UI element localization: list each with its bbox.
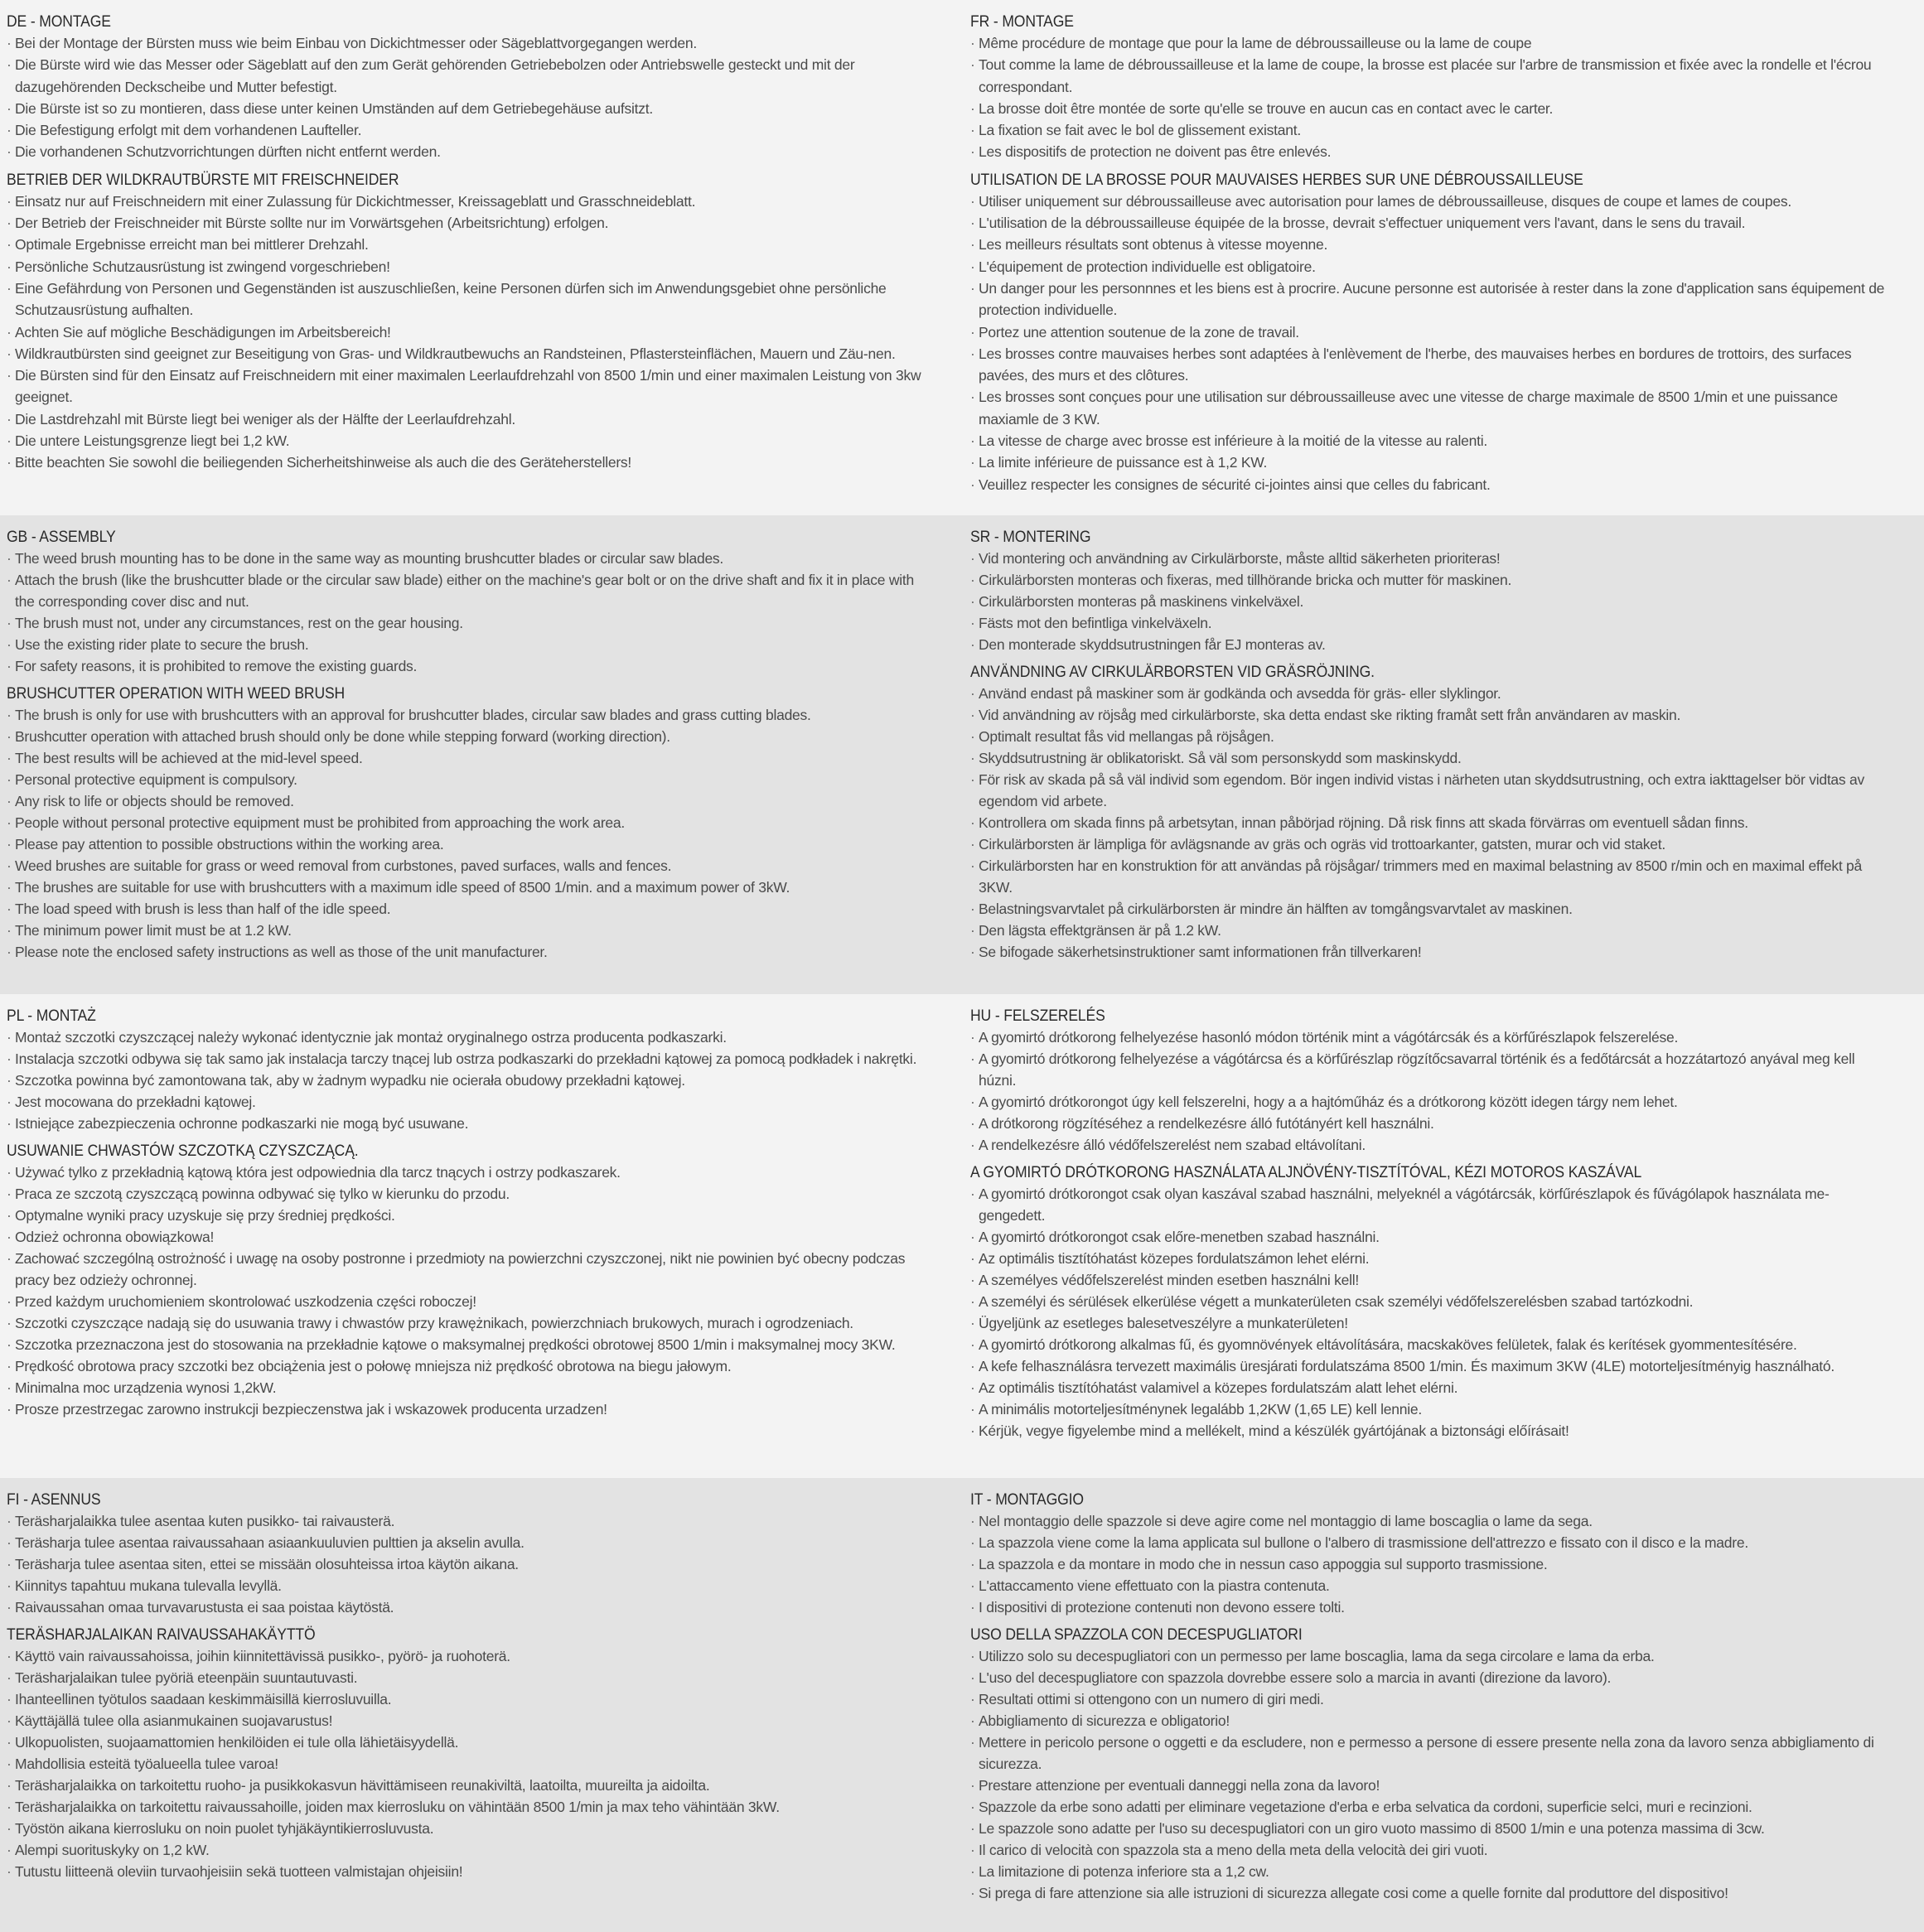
list-item: · Die vorhandenen Schutzvorrichtungen dürften nicht entfernt werden. <box>7 141 929 162</box>
list-item: · La brosse doit être montée de sorte qu'elle se trouve en aucun cas en contact avec le carter. <box>970 98 1886 119</box>
list-item: · Persönliche Schutzausrüstung ist zwingend vorgeschrieben! <box>7 256 929 278</box>
list-item: · La vitesse de charge avec brosse est inférieure à la moitié de la vitesse au ralenti. <box>970 430 1886 452</box>
list-item: · Attach the brush (like the brushcutter blade or the circular saw blade) either on the machine's gear bolt or on the drive shaft and fix it in place with the corresponding cover disc and nut. <box>7 569 929 612</box>
list-item: · Die Bürste ist so zu montieren, dass diese unter keinen Umständen auf dem Getriebegehäuse aufsitzt. <box>7 98 929 119</box>
list-item: · Alempi suorituskyky on 1,2 kW. <box>7 1839 929 1861</box>
list-item: · Teräsharjalaikka on tarkoitettu raivaussahoille, joiden max kierrosluku on vähintään 8500 1/min ja max teho vähintään 3kW. <box>7 1796 929 1818</box>
list-item: · Odzież ochronna obowiązkowa! <box>7 1226 929 1248</box>
list-item: · Cirkulärborsten monteras och fixeras, med tillhörande bricka och mutter för maskinen. <box>970 569 1886 591</box>
list-item: · A gyomirtó drótkorong felhelyezése a vágótárcsa és a körfűrészlap rögzítőcsavarral történik és a fedőtárcsát a hozzátartozó anyával meg kell húzni. <box>970 1048 1886 1091</box>
list-item: · Käyttäjällä tulee olla asianmukainen suojavarustus! <box>7 1710 929 1732</box>
list-item: · Instalacja szczotki odbywa się tak samo jak instalacja tarczy tnącej lub ostrza podkaszarki do przekładni kątowej za pomocą podkładek i nakrętki. <box>7 1048 929 1070</box>
section-subtitle: BETRIEB DER WILDKRAUTBÜRSTE MIT FREISCHNEIDER <box>7 170 399 189</box>
section-subtitle: ANVÄNDNING AV CIRKULÄRBORSTEN VID GRÄSRÖJNING. <box>970 663 1375 681</box>
list-item: · Prestare attenzione per eventuali danneggi nella zona da lavoro! <box>970 1775 1886 1796</box>
list-item: · Den monterade skyddsutrustningen får EJ monteras av. <box>970 634 1886 655</box>
section-title: GB - ASSEMBLY <box>7 528 116 546</box>
list-item: · The best results will be achieved at the mid-level speed. <box>7 747 929 769</box>
subitem-list <box>970 1645 1886 1904</box>
section-fr <box>962 0 1924 515</box>
list-item: · La limite inférieure de puissance est à 1,2 KW. <box>970 452 1886 473</box>
list-item: · A minimális motorteljesítménynek legalább 1,2KW (1,65 LE) kell lennie. <box>970 1398 1886 1420</box>
list-item: · Spazzole da erbe sono adatti per eliminare vegetazione d'erba e erba selvatica da cordoni, superficie selci, muri e recinzioni. <box>970 1796 1886 1818</box>
list-item: · L'uso del decespugliatore con spazzola dovrebbe essere solo a marcia in avanti (direzione da lavoro). <box>970 1667 1886 1688</box>
list-item: · Die Lastdrehzahl mit Bürste liegt bei weniger als der Hälfte der Leerlaufdrehzahl. <box>7 408 929 430</box>
list-item: · A személyes védőfelszerelést minden esetben használni kell! <box>970 1269 1886 1291</box>
section-fi <box>0 1478 962 1932</box>
list-item: · Belastningsvarvtalet på cirkulärborsten är mindre än hälften av tomgångsvarvtalet av maskinen. <box>970 898 1886 920</box>
item-list <box>7 1510 929 1618</box>
list-item: · Käyttö vain raivaussahoissa, joihin kiinnitettävissä pusikko-, pyörö- ja ruohoterä. <box>7 1645 929 1667</box>
list-item: · Any risk to life or objects should be removed. <box>7 790 929 812</box>
list-item: · Cirkulärborsten har en konstruktion för att användas på röjsågar/ trimmers med en maximal belastning av 8500 r/min och en maximal effekt på 3KW. <box>970 855 1886 898</box>
list-item: · A drótkorong rögzítéséhez a rendelkezésre álló futótányért kell használni. <box>970 1113 1886 1134</box>
section-subtitle: USUWANIE CHWASTÓW SZCZOTKĄ CZYSZCZĄCĄ. <box>7 1142 359 1160</box>
list-item: · A gyomirtó drótkorongot csak olyan kaszával szabad használni, melyeknél a vágótárcsák, körfűrészlapok és fűvágólapok használata me-gengedett. <box>970 1183 1886 1226</box>
section-title: FI - ASENNUS <box>7 1490 101 1509</box>
list-item: · Az optimális tisztítóhatást valamivel a közepes fordulatszám alatt lehet elérni. <box>970 1377 1886 1398</box>
list-item: · Please note the enclosed safety instructions as well as those of the unit manufacturer. <box>7 941 929 963</box>
list-item: · La spazzola e da montare in modo che in nessun caso appoggia sul supporto trasmissione. <box>970 1553 1886 1575</box>
list-item: · Minimalna moc urządzenia wynosi 1,2kW. <box>7 1377 929 1398</box>
list-item: · Les meilleurs résultats sont obtenus à vitesse moyenne. <box>970 234 1886 255</box>
subitem-list <box>970 1183 1886 1442</box>
section-de <box>0 0 962 515</box>
list-item: · Prosze przestrzegac zarowno instrukcji bezpieczenstwa jak i wskazowek producenta urzadzen! <box>7 1398 929 1420</box>
section-it <box>962 1478 1924 1932</box>
item-list <box>7 548 929 677</box>
list-item: · Jest mocowana do przekładni kątowej. <box>7 1091 929 1113</box>
list-item: · Personal protective equipment is compulsory. <box>7 769 929 790</box>
item-list <box>7 32 929 163</box>
list-item: · The brushes are suitable for use with brushcutters with a maximum idle speed of 8500 1/min. and a maximum power of 3kW. <box>7 877 929 898</box>
section-gb <box>0 515 962 994</box>
list-item: · La limitazione di potenza inferiore sta a 1,2 cw. <box>970 1861 1886 1882</box>
section-title: PL - MONTAŻ <box>7 1007 96 1025</box>
list-item: · The weed brush mounting has to be done in the same way as mounting brushcutter blades or circular saw blades. <box>7 548 929 569</box>
list-item: · Den lägsta effektgränsen är på 1.2 kW. <box>970 920 1886 941</box>
list-item: · Raivaussahan omaa turvavarustusta ei saa poistaa käytöstä. <box>7 1596 929 1618</box>
list-item: · Les brosses contre mauvaises herbes sont adaptées à l'enlèvement de l'herbe, des mauvaises herbes en bordures de trottoirs, des surfaces pavées, des murs et des clôtures. <box>970 343 1886 387</box>
list-item: · Les dispositifs de protection ne doivent pas être enlevés. <box>970 141 1886 162</box>
list-item: · Se bifogade säkerhetsinstruktioner samt informationen från tillverkaren! <box>970 941 1886 963</box>
item-list <box>970 32 1886 163</box>
list-item: · Bei der Montage der Bürsten muss wie beim Einbau von Dickichtmesser oder Sägeblattvorgegangen werden. <box>7 32 929 54</box>
list-item: · Praca ze szczotą czyszczącą powinna odbywać się tylko w kierunku do przodu. <box>7 1183 929 1205</box>
list-item: · Szczotka powinna być zamontowana tak, aby w żadnym wypadku nie ocierała obudowy przekładni kątowej. <box>7 1070 929 1091</box>
section-subtitle: TERÄSHARJALAIKAN RAIVAUSSAHAKÄYTTÖ <box>7 1625 316 1644</box>
list-item: · Teräsharja tulee asentaa raivaussahaan asiaankuuluvien pulttien ja akselin avulla. <box>7 1532 929 1553</box>
list-item: · Ihanteellinen työtulos saadaan keskimmäisillä kierrosluvuilla. <box>7 1688 929 1710</box>
list-item: · Portez une attention soutenue de la zone de travail. <box>970 321 1886 343</box>
list-item: · Eine Gefährdung von Personen und Gegenständen ist auszuschließen, keine Personen dürfen sich im Anwendungsgebiet ohne persönliche Schutzausrüstung aufhalten. <box>7 278 929 321</box>
list-item: · Teräsharja tulee asentaa siten, ettei se missään olosuhteissa irtoa käytön aikana. <box>7 1553 929 1575</box>
list-item: · L'attaccamento viene effettuato con la piastra contenuta. <box>970 1575 1886 1596</box>
subitem-list <box>7 1645 929 1882</box>
section-pl <box>0 994 962 1478</box>
list-item: · Utiliser uniquement sur débroussailleuse avec autorisation pour lames de débroussailleuse, disques de coupe et lames de coupes. <box>970 191 1886 212</box>
list-item: · Die untere Leistungsgrenze liegt bei 1,2 kW. <box>7 430 929 452</box>
list-item: · Brushcutter operation with attached brush should only be done while stepping forward (working direction). <box>7 726 929 747</box>
list-item: · Teräsharjalaikan tulee pyöriä eteenpäin suuntautuvasti. <box>7 1667 929 1688</box>
section-title: FR - MONTAGE <box>970 12 1074 31</box>
list-item: · Abbigliamento di sicurezza e obligatorio! <box>970 1710 1886 1732</box>
list-item: · Szczotki czyszczące nadają się do usuwania trawy i chwastów przy krawężnikach, powierzchniach brukowych, murach i ogrodzeniach. <box>7 1312 929 1334</box>
subitem-list <box>7 704 929 963</box>
section-hu <box>962 994 1924 1478</box>
section-title: IT - MONTAGGIO <box>970 1490 1084 1509</box>
list-item: · A gyomirtó drótkorong felhelyezése hasonló módon történik mint a vágótárcsák és a körfűrészlapok felszerelése. <box>970 1026 1886 1048</box>
list-item: · Un danger pour les personnnes et les biens est à procrire. Aucune personne est autorisée à rester dans la zone d'application sans équipement de protection individuelle. <box>970 278 1886 321</box>
list-item: · Prędkość obrotowa pracy szczotki bez obciążenia jest o połowę mniejsza niż prędkość obrotowa na biegu jałowym. <box>7 1355 929 1377</box>
item-list <box>970 1510 1886 1618</box>
list-item: · Weed brushes are suitable for grass or weed removal from curbstones, paved surfaces, walls and fences. <box>7 855 929 877</box>
list-item: · Przed każdym uruchomieniem skontrolować uszkodzenia części roboczej! <box>7 1291 929 1312</box>
list-item: · A rendelkezésre álló védőfelszerelést nem szabad eltávolítani. <box>970 1134 1886 1156</box>
subitem-list <box>970 191 1886 495</box>
list-item: · Die Bürste wird wie das Messer oder Sägeblatt auf den zum Gerät gehörenden Getriebebolzen oder Antriebswelle gesteckt und mit der dazugehörenden Deckscheibe und Mutter befestigt. <box>7 54 929 98</box>
section-subtitle: BRUSHCUTTER OPERATION WITH WEED BRUSH <box>7 684 346 703</box>
list-item: · Szczotka przeznaczona jest do stosowania na przekładnie kątowe o maksymalnej prędkości obrotowej 8500 1/min i maksymalnej mocy 3KW. <box>7 1334 929 1355</box>
section-sr <box>962 515 1924 994</box>
list-item: · Optymalne wyniki pracy uzyskuje się przy średniej prędkości. <box>7 1205 929 1226</box>
list-item: · Fästs mot den befintliga vinkelväxeln. <box>970 612 1886 634</box>
section-subtitle: UTILISATION DE LA BROSSE POUR MAUVAISES HERBES SUR UNE DÉBROUSSAILLEUSE <box>970 170 1583 189</box>
list-item: · Cirkulärborsten monteras på maskinens vinkelväxel. <box>970 591 1886 612</box>
list-item: · A gyomirtó drótkorongot úgy kell felszerelni, hogy a a hajtóműház és a drótkorong között idegen tárgy nem lehet. <box>970 1091 1886 1113</box>
list-item: · Kiinnitys tapahtuu mukana tulevalla levyllä. <box>7 1575 929 1596</box>
list-item: · Einsatz nur auf Freischneidern mit einer Zulassung für Dickichtmesser, Kreissageblatt und Grasschneideblatt. <box>7 191 929 212</box>
list-item: · Die Bürsten sind für den Einsatz auf Freischneidern mit einer maximalen Leerlaufdrehzahl von 8500 1/min und einer maximalen Leistung von 3kw geeignet. <box>7 365 929 408</box>
list-item: · People without personal protective equipment must be prohibited from approaching the work area. <box>7 812 929 833</box>
section-subtitle: USO DELLA SPAZZOLA CON DECESPUGLIATORI <box>970 1625 1303 1644</box>
list-item: · A személyi és sérülések elkerülése végett a munkaterületen csak személyi védőfelszerelésben szabad tartózkodni. <box>970 1291 1886 1312</box>
list-item: · For safety reasons, it is prohibited to remove the existing guards. <box>7 655 929 677</box>
list-item: · Tutustu liitteenä oleviin turvaohjeisiin sekä tuotteen valmistajan ohjeisiin! <box>7 1861 929 1882</box>
list-item: · Der Betrieb der Freischneider mit Bürste sollte nur im Vorwärtsgehen (Arbeitsrichtung) erfolgen. <box>7 212 929 234</box>
list-item: · Zachować szczególną ostrożność i uwagę na osoby postronne i przedmioty na powierzchni czyszczonej, nikt nie powinien być obecny podczas pracy bez odzieży ochronnej. <box>7 1248 929 1291</box>
list-item: · Resultati ottimi si ottengono con un numero di giri medi. <box>970 1688 1886 1710</box>
list-item: · Vid användning av röjsåg med cirkulärborste, ska detta endast ske rikting framåt sett från användaren av maskin. <box>970 704 1886 726</box>
list-item: · A gyomirtó drótkorong alkalmas fű, és gyomnövények eltávolítására, macskaköves felületek, falak és kerítések gyommentesítésére. <box>970 1334 1886 1355</box>
list-item: · Optimalt resultat fås vid mellangas på röjsågen. <box>970 726 1886 747</box>
list-item: · L'équipement de protection individuelle est obligatoire. <box>970 256 1886 278</box>
list-item: · Nel montaggio delle spazzole si deve agire come nel montaggio di lame boscaglia o lame da sega. <box>970 1510 1886 1532</box>
list-item: · Veuillez respecter les consignes de sécurité ci-jointes ainsi que celles du fabricant. <box>970 474 1886 495</box>
item-list <box>970 1026 1886 1156</box>
list-item: · Les brosses sont conçues pour une utilisation sur débroussailleuse avec une vitesse de charge maximale de 8500 1/min et une puissance maxiamle de 3 KW. <box>970 386 1886 430</box>
list-item: · Le spazzole sono adatte per l'uso su decespugliatori con un giro vuoto massimo di 8500 1/min e una potenza massima di 3cw. <box>970 1818 1886 1839</box>
list-item: · Même procédure de montage que pour la lame de débroussailleuse ou la lame de coupe <box>970 32 1886 54</box>
subitem-list <box>970 683 1886 963</box>
list-item: · Kérjük, vegye figyelembe mind a mellékelt, mind a készülék gyártójának a biztonsági előírásait! <box>970 1420 1886 1442</box>
list-item: · The load speed with brush is less than half of the idle speed. <box>7 898 929 920</box>
list-item: · The brush must not, under any circumstances, rest on the gear housing. <box>7 612 929 634</box>
list-item: · The minimum power limit must be at 1.2 kW. <box>7 920 929 941</box>
section-title: HU - FELSZERELÉS <box>970 1007 1105 1025</box>
list-item: · Mahdollisia esteitä työalueella tulee varoa! <box>7 1753 929 1775</box>
list-item: · Työstön aikana kierrosluku on noin puolet tyhjäkäyntikierrosluvusta. <box>7 1818 929 1839</box>
list-item: · A gyomirtó drótkorongot csak előre-menetben szabad használni. <box>970 1226 1886 1248</box>
list-item: · Ulkopuolisten, suojaamattomien henkilöiden ei tule olla lähietäisyydellä. <box>7 1732 929 1753</box>
list-item: · Istniejące zabezpieczenia ochronne podkaszarki nie mogą być usuwane. <box>7 1113 929 1134</box>
subitem-list <box>7 1162 929 1420</box>
section-title: DE - MONTAGE <box>7 12 111 31</box>
list-item: · Utilizzo solo su decespugliatori con un permesso per lame boscaglia, lama da sega circolare e lama da erba. <box>970 1645 1886 1667</box>
list-item: · Tout comme la lame de débroussailleuse et la lame de coupe, la brosse est placée sur l'arbre de transmission et fixée avec la rondelle et l'écrou correspondant. <box>970 54 1886 98</box>
list-item: · Mettere in pericolo persone o oggetti e da escludere, non e permesso a persone di essere presente nella zona da lavoro senza abbigliamento di sicurezza. <box>970 1732 1886 1775</box>
list-item: · Please pay attention to possible obstructions within the working area. <box>7 833 929 855</box>
list-item: · I dispositivi di protezione contenuti non devono essere tolti. <box>970 1596 1886 1618</box>
list-item: · Use the existing rider plate to secure the brush. <box>7 634 929 655</box>
list-item: · L'utilisation de la débroussailleuse équipée de la brosse, devrait s'effectuer uniquement vers l'avant, dans le sens du travail. <box>970 212 1886 234</box>
item-list <box>7 1026 929 1134</box>
list-item: · Il carico di velocità con spazzola sta a meno della meta della velocità dei giri vuoti. <box>970 1839 1886 1861</box>
list-item: · A kefe felhasználásra tervezett maximális üresjárati fordulatszáma 8500 1/min. És maximum 3KW (4LE) motorteljesítményig használható. <box>970 1355 1886 1377</box>
list-item: · Az optimális tisztítóhatást közepes fordulatszámon lehet elérni. <box>970 1248 1886 1269</box>
list-item: · Vid montering och användning av Cirkulärborste, måste alltid säkerheten prioriteras! <box>970 548 1886 569</box>
list-item: · Używać tylko z przekładnią kątową która jest odpowiednia dla tarcz tnących i ostrzy podkaszarek. <box>7 1162 929 1183</box>
list-item: · Montaż szczotki czyszczącej należy wykonać identycznie jak montaż oryginalnego ostrza producenta podkaszarki. <box>7 1026 929 1048</box>
list-item: · Teräsharjalaikka on tarkoitettu ruoho- ja pusikkokasvun hävittämiseen reunakiviltä, laatoilta, muureilta ja aidoilta. <box>7 1775 929 1796</box>
list-item: · Skyddsutrustning är oblikatoriskt. Så väl som personskydd som maskinskydd. <box>970 747 1886 769</box>
section-subtitle: A GYOMIRTÓ DRÓTKORONG HASZNÁLATA ALJNÖVÉNY-TISZTÍTÓVAL, KÉZI MOTOROS KASZÁVAL <box>970 1163 1642 1181</box>
list-item: · Si prega di fare attenzione sia alle istruzioni di sicurezza allegate cosi come a quelle fornite dal produttore del dispositivo! <box>970 1882 1886 1904</box>
list-item: · Bitte beachten Sie sowohl die beiliegenden Sicherheitshinweise als auch die des Geräteherstellers! <box>7 452 929 473</box>
list-item: · Achten Sie auf mögliche Beschädigungen im Arbeitsbereich! <box>7 321 929 343</box>
list-item: · För risk av skada på så väl individ som egendom. Bör ingen individ vistas i närheten utan skyddsutrustning, och extra iakttagelser bör vidtas av egendom vid arbete. <box>970 769 1886 812</box>
list-item: · Cirkulärborsten är lämpliga för avlägsnande av gräs och ogräs vid trottoarkanter, gatsten, murar och vid staket. <box>970 833 1886 855</box>
list-item: · Ügyeljünk az esetleges balesetveszélyre a munkaterületen! <box>970 1312 1886 1334</box>
list-item: · La fixation se fait avec le bol de glissement existant. <box>970 119 1886 141</box>
list-item: · Teräsharjalaikka tulee asentaa kuten pusikko- tai raivausterä. <box>7 1510 929 1532</box>
list-item: · Kontrollera om skada finns på arbetsytan, innan påbörjad röjning. Då risk finns att skada förvärras om eventuell sådan finns. <box>970 812 1886 833</box>
subitem-list <box>7 191 929 474</box>
section-title: SR - MONTERING <box>970 528 1091 546</box>
list-item: · The brush is only for use with brushcutters with an approval for brushcutter blades, circular saw blades and grass cutting blades. <box>7 704 929 726</box>
item-list <box>970 548 1886 655</box>
list-item: · Wildkrautbürsten sind geeignet zur Beseitigung von Gras- und Wildkrautbewuchs an Randsteinen, Pflastersteinflächen, Mauern und Zäu-nen. <box>7 343 929 365</box>
list-item: · La spazzola viene come la lama applicata sul bullone o l'albero di trasmissione dell'attrezzo e fissato con il disco e la madre. <box>970 1532 1886 1553</box>
list-item: · Die Befestigung erfolgt mit dem vorhandenen Laufteller. <box>7 119 929 141</box>
list-item: · Optimale Ergebnisse erreicht man bei mittlerer Drehzahl. <box>7 234 929 255</box>
list-item: · Använd endast på maskiner som är godkända och avsedda för gräs- eller slyklingor. <box>970 683 1886 704</box>
